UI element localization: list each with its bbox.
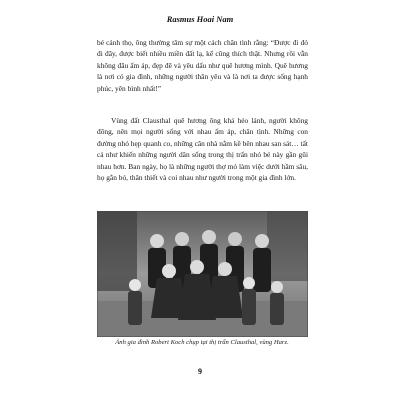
family-photo bbox=[97, 211, 308, 337]
paragraph-1: bé cảnh thọ, ông thường tâm sự một cách chân tình rằng: “Được đi đó đi đây, được biết nhiều miền đất lạ, kể cũng thích thật. Nhưng rồi vẫn không đâu ấm áp, đẹp đẽ và yêu dấu như quê hương mình. Quê hương là nơi có gia đình, những người thân yêu và là nơi ta được sống hạnh phúc, yên bình nhất!” bbox=[97, 38, 308, 93]
figure-caption: Ảnh gia đình Robert Koch chụp tại thị trấn Clausthal, vùng Harz. bbox=[115, 339, 289, 346]
page-number: 9 bbox=[198, 367, 202, 376]
family-photo-illustration bbox=[97, 211, 308, 337]
running-title: Rasmus Hoai Nam bbox=[166, 14, 234, 24]
paragraph-2: Vùng đất Clausthal quê hương ông khá héo lánh, người không đông, nên mọi người sống với nhau ấm áp, chân tình. Những con đường nhỏ hẹp quanh co, những căn nhà nằm kề bên nhau san sát… tất cả như khiến những người dân sống trong thị trấn nhỏ bé này gần gũi nhau hơn. Ban ngày, họ là những người thợ mỏ làm việc dưới hầm sâu, họ gắn bó, thân thiết và coi nhau như người trong một gia đình lớn. bbox=[97, 116, 308, 183]
